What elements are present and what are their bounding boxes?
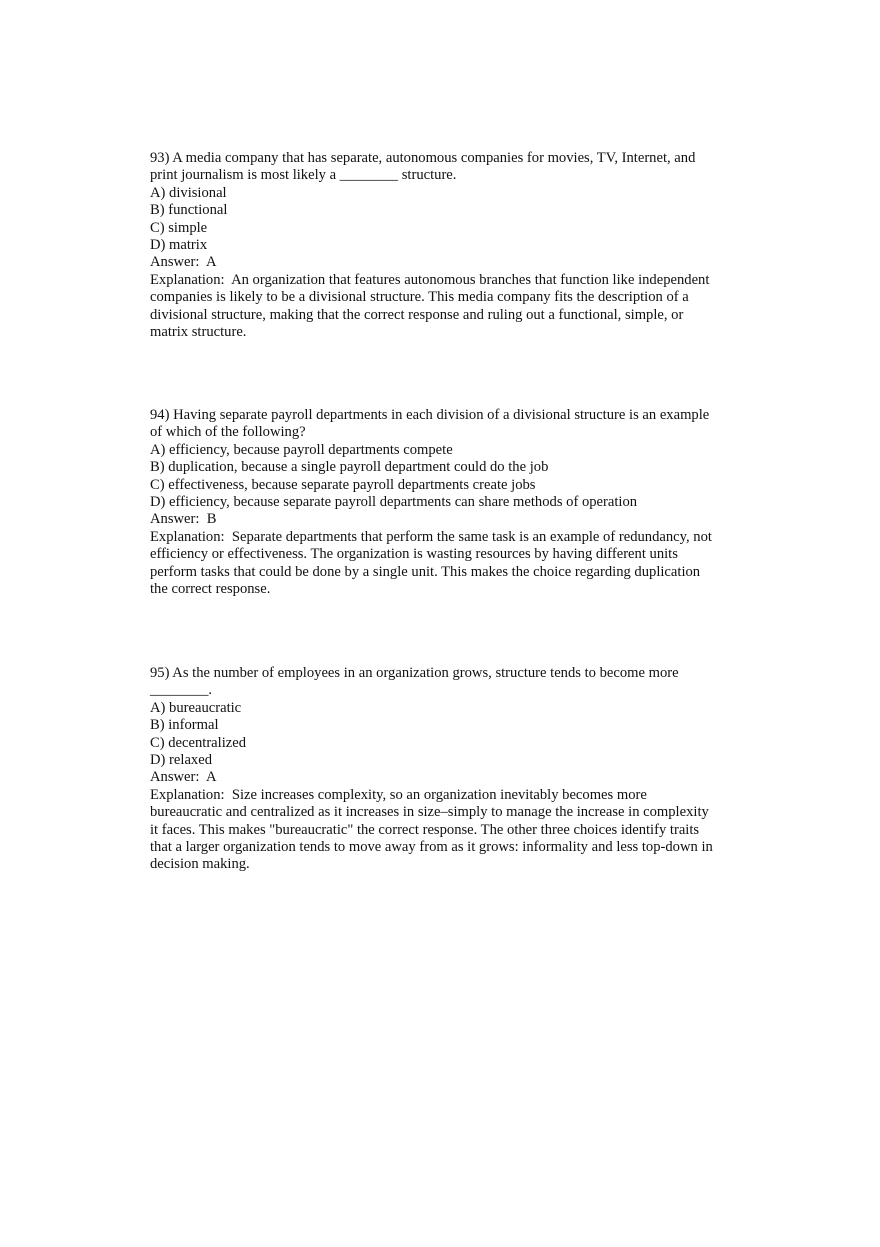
option-d: D) efficiency, because separate payroll departments can share methods of operation xyxy=(150,494,638,511)
explanation-line: decision making. xyxy=(150,856,250,873)
option-c: C) decentralized xyxy=(150,734,247,751)
question-stem-line: 95) As the number of employees in an organization grows, structure tends to become more xyxy=(150,665,679,681)
explanation-line: perform tasks that could be done by a single unit. This makes the choice regarding duplication xyxy=(150,563,701,580)
explanation-line: that a larger organization tends to move away from as it grows: informality and less top-down in xyxy=(150,839,713,856)
explanation-line: efficiency or effectiveness. The organization is wasting resources by having different units xyxy=(150,546,678,563)
question-95 xyxy=(150,665,740,874)
explanation-line: companies is likely to be a divisional structure. This media company fits the description of a xyxy=(150,289,689,306)
question-stem-line: 93) A media company that has separate, autonomous companies for movies, TV, Internet, and xyxy=(150,150,696,166)
explanation-line: bureaucratic and centralized as it increases in size–simply to manage the increase in complexity xyxy=(150,804,709,821)
answer-line: Answer: A xyxy=(150,769,217,786)
option-b: B) functional xyxy=(150,202,228,219)
option-c: C) effectiveness, because separate payroll departments create jobs xyxy=(150,476,536,493)
explanation-line: it faces. This makes "bureaucratic" the correct response. The other three choices identify traits xyxy=(150,821,700,838)
question-stem-line: of which of the following? xyxy=(150,424,306,441)
option-c: C) simple xyxy=(150,219,208,236)
explanation-line: the correct response. xyxy=(150,581,271,598)
option-d: D) relaxed xyxy=(150,752,212,769)
question-stem-line: 94) Having separate payroll departments in each division of a divisional structure is an example xyxy=(150,407,710,423)
question-94 xyxy=(150,407,740,598)
question-stem-line: print journalism is most likely a ________ structure. xyxy=(150,167,457,184)
option-b: B) duplication, because a single payroll department could do the job xyxy=(150,459,549,476)
question-stem-line: ________. xyxy=(150,682,213,699)
explanation-line: Explanation: Separate departments that perform the same task is an example of redundancy, not xyxy=(150,528,712,545)
explanation-line: matrix structure. xyxy=(150,324,247,341)
explanation-line: Explanation: Size increases complexity, so an organization inevitably becomes more xyxy=(150,786,647,803)
option-a: A) efficiency, because payroll departments compete xyxy=(150,441,453,458)
option-b: B) informal xyxy=(150,717,219,734)
option-a: A) divisional xyxy=(150,184,227,201)
question-93 xyxy=(150,150,740,341)
answer-line: Answer: B xyxy=(150,511,217,528)
answer-line: Answer: A xyxy=(150,254,217,271)
explanation-line: divisional structure, making that the correct response and ruling out a functional, simple, or xyxy=(150,306,684,323)
option-d: D) matrix xyxy=(150,237,208,254)
option-a: A) bureaucratic xyxy=(150,699,242,716)
explanation-line: Explanation: An organization that features autonomous branches that function like independent xyxy=(150,271,710,288)
